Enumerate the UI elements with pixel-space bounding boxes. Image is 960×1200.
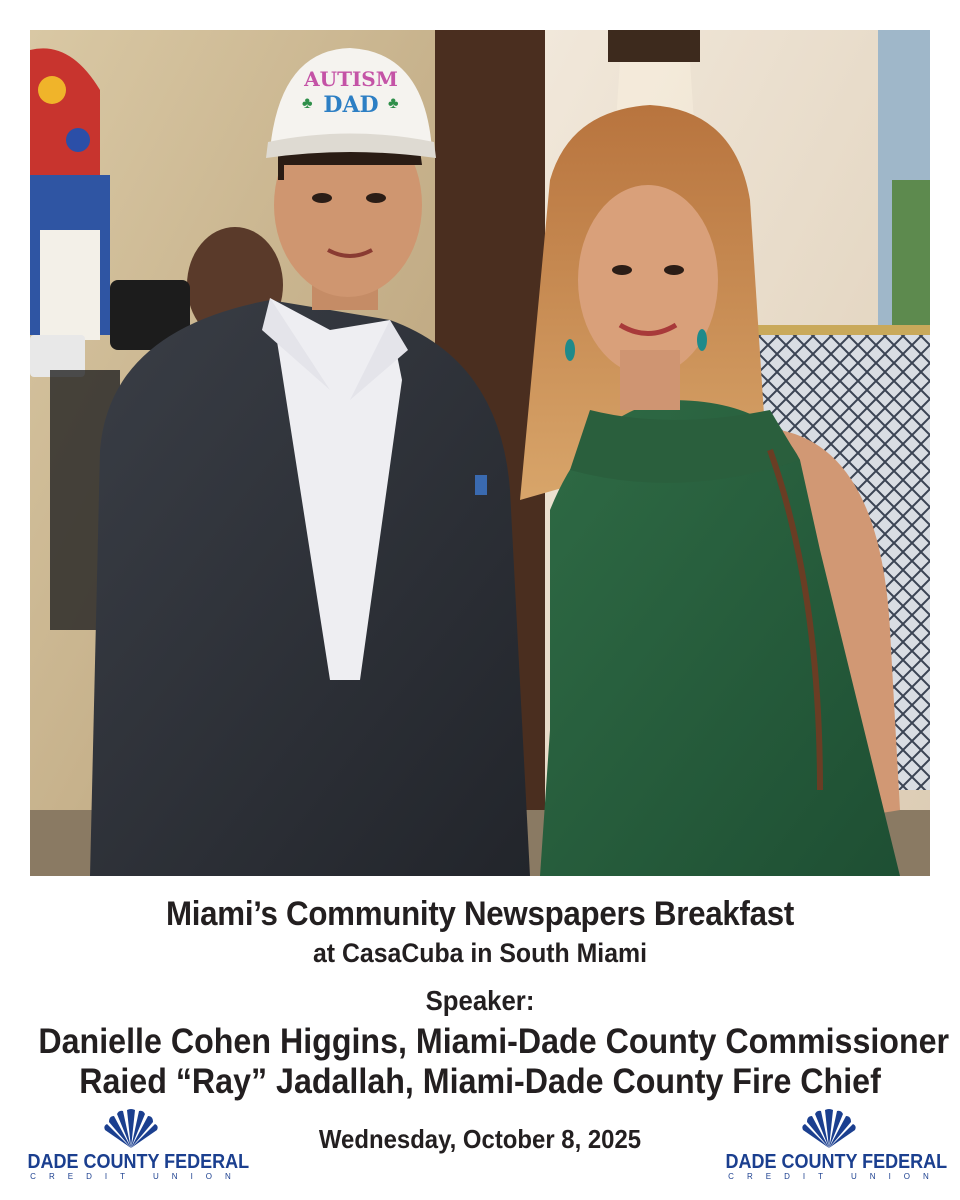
wall-lamp-icon (608, 30, 700, 62)
pocket-square (475, 475, 487, 495)
speaker-1: Danielle Cohen Higgins, Miami-Dade County Commissioner (38, 1022, 950, 1061)
hat-text-line1: AUTISM (304, 67, 398, 91)
event-venue: at CasaCuba in South Miami (312, 938, 648, 968)
sponsor-logo-left (16, 1108, 250, 1188)
palm-tree-icon: ♣ (388, 95, 399, 112)
sponsor-tagline: CREDIT UNION (728, 1172, 942, 1181)
event-photo (30, 30, 930, 876)
speaker-2: Raied “Ray” Jadallah, Miami-Dade County Fire Chief (79, 1062, 881, 1101)
speaker-label: Speaker: (425, 985, 535, 1016)
sponsor-name: DADE COUNTY FEDERAL (27, 1151, 250, 1173)
earring-icon (697, 329, 707, 351)
event-date: Wednesday, October 8, 2025 (318, 1124, 642, 1154)
hat-text-line2: DAD (323, 92, 379, 118)
sponsor-name: DADE COUNTY FEDERAL (725, 1151, 948, 1173)
palm-tree-icon: ♣ (302, 95, 313, 112)
shell-logo-icon (99, 1108, 163, 1150)
sponsor-tagline: CREDIT UNION (30, 1172, 244, 1181)
event-title: Miami’s Community Newspapers Breakfast (165, 895, 795, 933)
shell-logo-icon (797, 1108, 861, 1150)
event-photo-illustration (30, 30, 930, 876)
sponsor-logo-right (714, 1108, 948, 1188)
earring-icon (565, 339, 575, 361)
